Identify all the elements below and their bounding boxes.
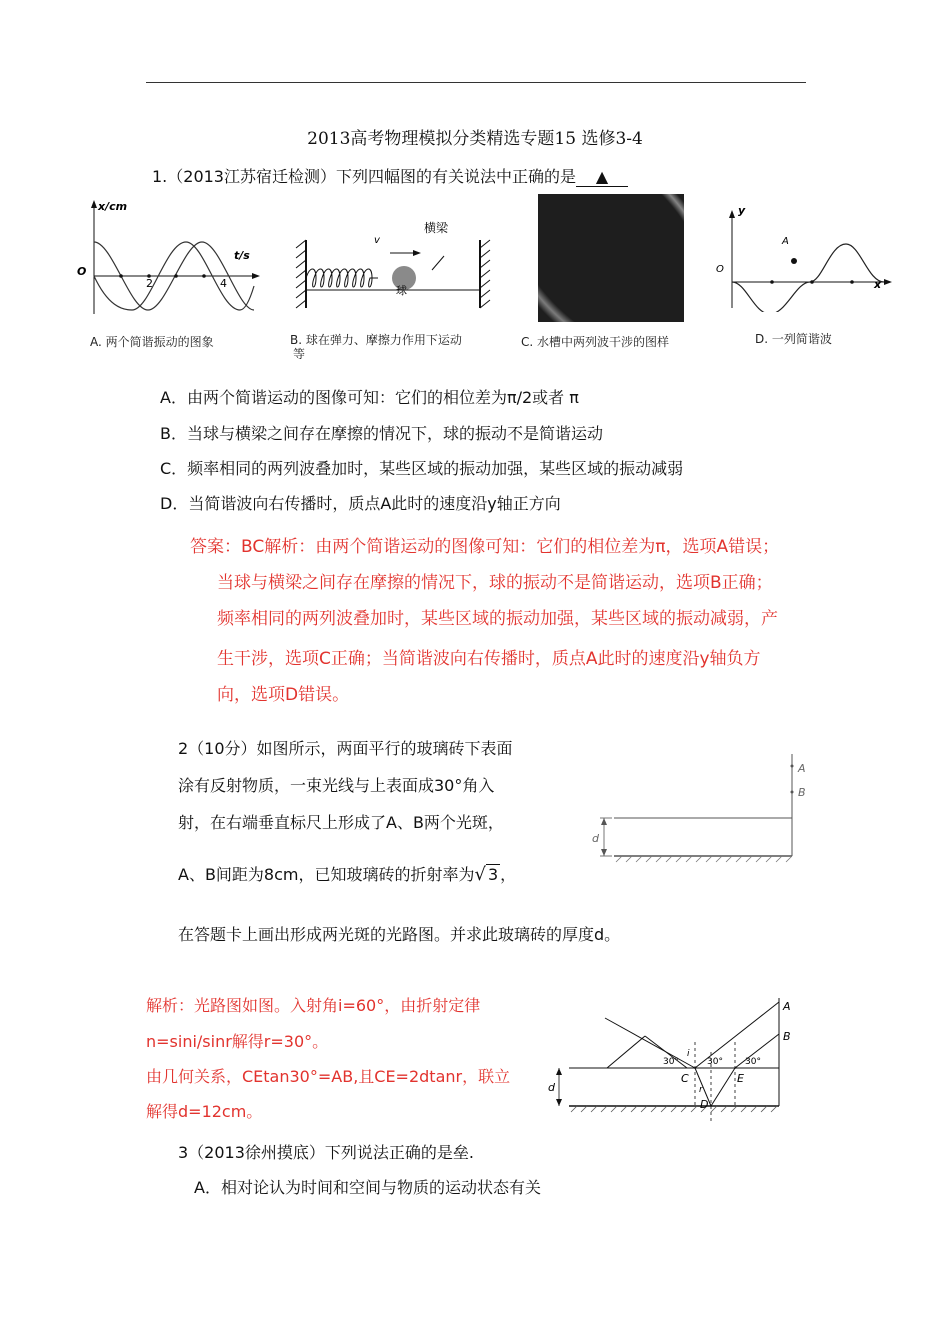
option-a: A．由两个简谐运动的图像可知：它们的相位差为π/2或者 π (160, 388, 579, 407)
figure-c-caption: C. 水槽中两列波干涉的图样 (521, 335, 670, 349)
q2-line-3: 射，在右端垂直标尺上形成了A、B两个光斑， (178, 813, 504, 832)
q2-line-5: 在答题卡上画出形成两光斑的光路图。并求此玻璃砖的厚度d。 (178, 925, 621, 944)
q2-line-4-text: A、B间距为8cm，已知玻璃砖的折射率为 (178, 865, 475, 884)
figure-b-velocity-label: v (374, 235, 380, 246)
figure-a-xlabel: t/s (234, 249, 250, 262)
page-title: 2013高考物理模拟分类精选专题15 选修3-4 (307, 129, 643, 149)
figure-a-tick-2: 2 (146, 277, 153, 290)
answer-blank: ▲ (576, 167, 628, 187)
q2-line-2: 涂有反射物质，一束光线与上表面成30°角入 (178, 776, 495, 795)
q1-answer-line-5: 向，选项D错误。 (217, 685, 350, 705)
q2-fig-label-a: A (798, 762, 806, 775)
q1-answer-line-2: 当球与横梁之间存在摩擦的情况下，球的振动不是简谐运动，选项B正确； (217, 573, 773, 593)
figure-b-beam-label: 横梁 (424, 221, 449, 235)
q2-line-4: A、B间距为8cm，已知玻璃砖的折射率为√ 3 ， (178, 864, 517, 885)
solfig-label-e: E (737, 1072, 744, 1085)
q2-solution-line-1: 解析：光路图如图。入射角i=60°，由折射定律 (146, 996, 481, 1015)
option-c: C．频率相同的两列波叠加时，某些区域的振动加强，某些区域的振动减弱 (160, 459, 684, 478)
q2-solution-line-2: n=sini/sinr解得r=30°。 (146, 1032, 329, 1051)
solfig-label-d-point: D (700, 1098, 709, 1111)
figure-d-xlabel: x (874, 278, 882, 291)
q2-fig-label-b: B (798, 786, 806, 799)
question-1-text: 1.（2013江苏宿迁检测）下列四幅图的有关说法中正确的是 (152, 167, 576, 186)
figure-d-caption: D. 一列简谐波 (755, 332, 832, 346)
figure-b-caption-continued: 等 (293, 347, 306, 361)
figure-a-tick-4: 4 (220, 277, 227, 290)
figure-b-caption: B. 球在弹力、摩擦力作用下运动 (290, 333, 462, 347)
figure-d-ylabel: y (738, 204, 746, 217)
q2-solution-light-path-figure (545, 992, 805, 1132)
solfig-label-r: r (699, 1085, 703, 1095)
solfig-label-c: C (681, 1072, 689, 1085)
figure-d-origin: O (716, 264, 724, 275)
q2-solution-line-4: 解得d=12cm。 (146, 1102, 263, 1121)
figure-b-spring-ball (292, 212, 492, 312)
q3-option-a: A．相对论认为时间和空间与物质的运动状态有关 (194, 1178, 541, 1197)
q1-answer-line-3: 频率相同的两列波叠加时，某些区域的振动加强，某些区域的振动减弱，产 (217, 609, 778, 629)
solfig-label-a: A (783, 1000, 791, 1013)
figure-d-point-a: A (782, 236, 789, 247)
q2-fig-label-d: d (592, 832, 599, 845)
question-1-stem (152, 164, 628, 187)
solfig-label-d-thickness: d (548, 1081, 555, 1094)
sqrt-value: 3 (487, 865, 499, 884)
q2-solution-line-3: 由几何关系，CEtan30°=AB,且CE=2dtanr，联立 (146, 1067, 511, 1086)
solfig-label-i: i (687, 1049, 690, 1059)
solfig-angle-left: 30° (663, 1057, 679, 1067)
figure-a-oscillation-graph (74, 196, 264, 326)
solfig-angle-mid: 30° (707, 1057, 723, 1067)
sqrt-symbol: √ (474, 864, 486, 885)
q3-stem: 3（2013徐州摸底）下列说法正确的是垒. (178, 1143, 474, 1162)
q2-glass-brick-figure (592, 748, 822, 870)
option-d: D．当简谐波向右传播时，质点A此时的速度沿y轴正方向 (160, 494, 561, 513)
figure-c-interference-image (538, 194, 684, 322)
q2-line-1: 2（10分）如图所示，两面平行的玻璃砖下表面 (178, 739, 513, 758)
figure-d-wave-graph (710, 200, 896, 312)
figure-a-ylabel: x/cm (98, 200, 128, 213)
figure-b-ball-label: 球 (396, 284, 407, 297)
solfig-angle-right: 30° (745, 1057, 761, 1067)
q1-answer-line-4: 生干涉，选项C正确；当简谐波向右传播时，质点A此时的速度沿y轴负方 (217, 649, 761, 669)
top-rule (146, 82, 806, 83)
figure-a-caption: A. 两个简谐振动的图象 (90, 335, 214, 349)
figure-a-origin: O (77, 265, 87, 278)
option-b: B．当球与横梁之间存在摩擦的情况下，球的振动不是简谐运动 (160, 424, 603, 443)
solfig-label-b: B (783, 1030, 791, 1043)
q1-answer-line-1: 答案：BC解析：由两个简谐运动的图像可知：它们的相位差为π，选项A错误； (190, 537, 780, 557)
